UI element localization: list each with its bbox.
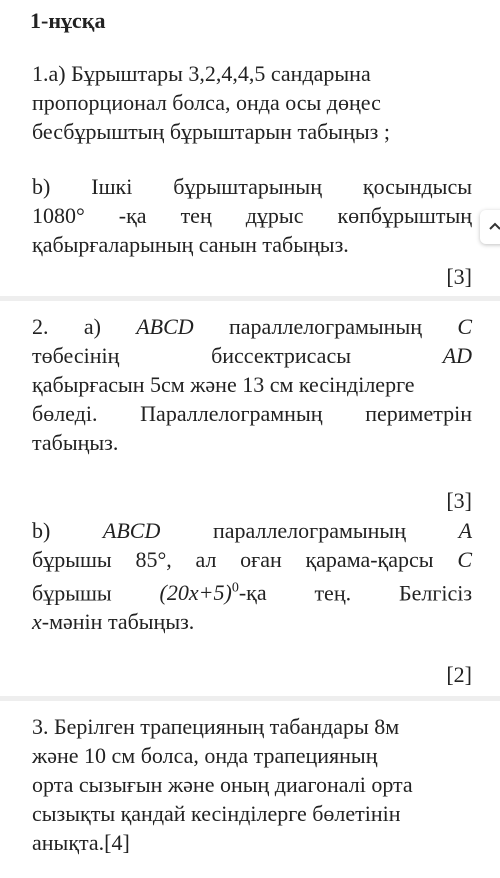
q2b-prefix: b): [32, 518, 51, 543]
q2b-variable: x: [32, 609, 42, 635]
q2b-line-2: [32, 545, 472, 574]
q2b-expr: (20x+5): [159, 580, 232, 606]
q1b-line: b) Ішкі бұрыштарының қосындысы: [32, 174, 472, 199]
question-2b: [32, 516, 472, 636]
q2a-line-1: [32, 312, 472, 341]
q3-line: орта сызығын және оның диагоналі орта: [32, 772, 413, 797]
q1a-line: пропорционал болса, онда осы дөңес: [32, 90, 381, 115]
q2b-word: бұрышы: [32, 580, 112, 606]
q2a-side: AD: [442, 343, 473, 368]
q2b-line-4: [32, 607, 472, 636]
question-1b: [32, 172, 472, 259]
q2a-figure-name: ABCD: [136, 314, 194, 339]
q2b-text: бұрышы 85°, ал оған қарама-қарсы: [32, 547, 434, 572]
q2b-figure-name: ABCD: [102, 518, 161, 543]
q2a-score: [3]: [446, 488, 472, 513]
side-handle-button[interactable]: [480, 210, 500, 244]
q2b-word: -мәнін табыңыз.: [41, 609, 195, 635]
variant-title: 1-нұсқа: [30, 8, 106, 33]
q1b-line: қабырғаларының санын табыңыз.: [32, 232, 349, 257]
q2b-score: [2]: [446, 662, 472, 687]
q2b-line-1: [32, 516, 472, 545]
q1a-line: 1.a) Бұрыштары 3,2,4,4,5 сандарына: [32, 61, 371, 86]
question-3: [32, 712, 472, 857]
q2b-word: Белгісіз: [398, 580, 473, 606]
q2a-line-5: табыңыз.: [32, 430, 119, 455]
q2b-line-3: [32, 574, 472, 607]
q2b-word: тең.: [314, 580, 352, 606]
q2b-vertex: A: [458, 518, 473, 543]
q3-line: және 10 см болса, онда трапецияның: [32, 743, 378, 768]
q2b-word: параллелограмының: [212, 518, 406, 543]
question-2a: [32, 312, 472, 457]
q2a-word: төбесінің: [32, 343, 120, 368]
chevron-icon: [487, 219, 500, 235]
q2a-line-3: қабырғасын 5см және 13 см кесінділерге: [32, 372, 415, 397]
q2a-line-4: бөледі. Параллелограмның периметрін: [32, 401, 472, 426]
q3-line: 3. Берілген трапецияның табандары 8м: [32, 714, 400, 739]
q2b-suffix: -қа: [238, 580, 267, 606]
q2b-angle-expression: [160, 580, 267, 605]
question-1a: [32, 59, 472, 146]
q2a-line-2: [32, 341, 472, 370]
q2a-word: параллелограмының: [228, 314, 422, 339]
q3-line: анықта.[4]: [32, 830, 130, 855]
q2a-prefix: 2. a): [32, 314, 101, 339]
q2b-vertex-c: C: [457, 547, 472, 572]
q1b-line: 1080° -қа тең дұрыс көпбұрыштың: [32, 203, 472, 228]
q1a-line: бесбұрыштың бұрыштарын табыңыз ;: [32, 119, 390, 144]
separator: [0, 296, 500, 301]
q2b-degree-sup: 0: [231, 581, 239, 596]
q1-score: [3]: [446, 264, 472, 289]
separator: [0, 696, 500, 701]
q2a-word: биссектрисасы: [211, 343, 351, 368]
q3-line: сызықты қандай кесінділерге бөлетінін: [32, 801, 401, 826]
q2a-vertex: C: [457, 314, 472, 339]
